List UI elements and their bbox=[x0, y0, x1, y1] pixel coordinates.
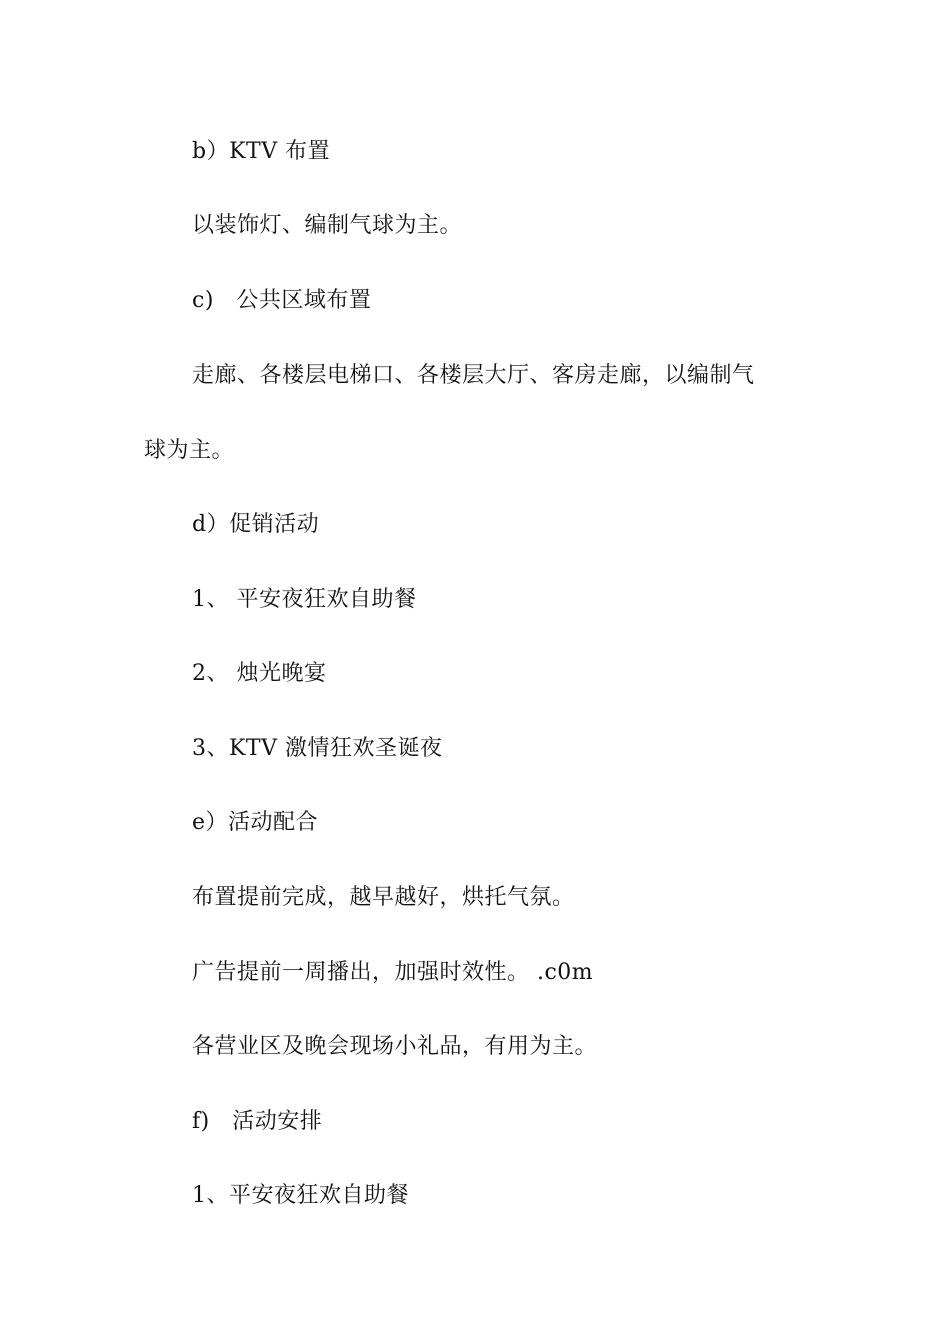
list-item-arrangement-1: 1、平安夜狂欢自助餐 bbox=[192, 1183, 409, 1208]
heading-arrangement: f) 活动安排 bbox=[192, 1109, 323, 1134]
list-item-promotion-1: 1、 平安夜狂欢自助餐 bbox=[192, 587, 417, 612]
heading-public-area: c) 公共区域布置 bbox=[192, 288, 372, 313]
paragraph-ktv-decoration: 以装饰灯、编制气球为主。 bbox=[192, 213, 463, 238]
paragraph-coordination-2: 广告提前一周播出，加强时效性。 .c0m bbox=[192, 960, 594, 985]
paragraph-public-area-line2: 球为主。 bbox=[144, 438, 235, 463]
heading-promotion: d）促销活动 bbox=[192, 512, 320, 537]
paragraph-coordination-1: 布置提前完成，越早越好，烘托气氛。 bbox=[192, 885, 575, 910]
paragraph-public-area-line1: 走廊、各楼层电梯口、各楼层大厅、客房走廊，以编制气 bbox=[192, 363, 755, 388]
heading-coordination: e）活动配合 bbox=[192, 810, 319, 835]
list-item-promotion-3: 3、KTV 激情狂欢圣诞夜 bbox=[192, 736, 443, 761]
paragraph-coordination-3: 各营业区及晚会现场小礼品，有用为主。 bbox=[192, 1034, 598, 1059]
list-item-promotion-2: 2、 烛光晚宴 bbox=[192, 661, 327, 686]
heading-ktv-decoration: b）KTV 布置 bbox=[192, 139, 331, 164]
